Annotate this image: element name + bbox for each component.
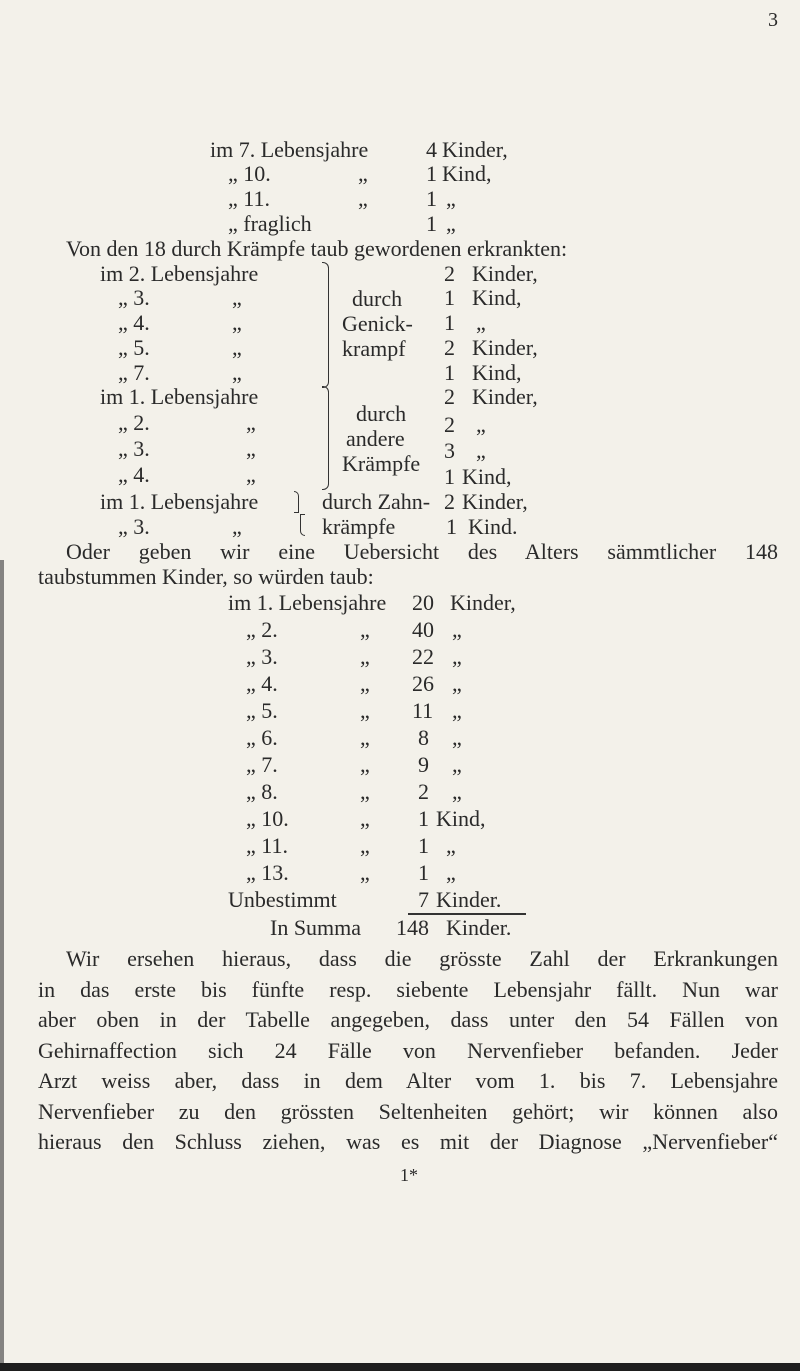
ditto-mark: „ bbox=[232, 335, 242, 360]
text-line: Gehirnaffection sich 24 Fälle von Nervenfieber befanden. Jeder bbox=[38, 1037, 778, 1063]
row-count: 1 bbox=[418, 860, 429, 885]
row-age: „ 6. bbox=[246, 725, 278, 750]
ditto-mark: „ bbox=[360, 725, 370, 750]
row-unit: „ bbox=[476, 412, 486, 437]
row-age: „ 2. bbox=[246, 617, 278, 642]
row-unit: „ bbox=[476, 310, 486, 335]
row-age: im 1. Lebensjahre bbox=[100, 489, 259, 514]
row-age: „ 7. bbox=[118, 360, 150, 385]
row-age: „ 4. bbox=[118, 462, 150, 487]
ditto-mark: „ bbox=[360, 779, 370, 804]
page-number: 3 bbox=[768, 9, 778, 31]
list-unit: „ bbox=[446, 211, 456, 236]
row-age: „ 3. bbox=[246, 644, 278, 669]
text-line: Wir ersehen hieraus, dass die grösste Zahl der Erkrankungen bbox=[66, 946, 778, 971]
summa-unit: Kinder. bbox=[446, 915, 512, 940]
row-count: 1 bbox=[444, 464, 455, 489]
cause-label: durch bbox=[356, 401, 407, 426]
row-age: „ 2. bbox=[118, 410, 150, 435]
row-count: 2 bbox=[444, 335, 455, 360]
row-unit: Kinder, bbox=[462, 489, 528, 514]
row-count: 2 bbox=[444, 489, 455, 514]
brace bbox=[322, 386, 329, 490]
row-unit: Kinder, bbox=[472, 261, 538, 286]
list-count: 4 bbox=[426, 137, 437, 162]
row-count: 2 bbox=[444, 261, 455, 286]
ditto-mark: „ bbox=[358, 161, 368, 186]
row-unit: Kinder, bbox=[450, 590, 516, 615]
scan-bottom-edge bbox=[0, 1363, 800, 1371]
row-age: „ 11. bbox=[246, 833, 288, 858]
row-unit: Kinder, bbox=[472, 384, 538, 409]
ditto-mark: „ bbox=[246, 462, 256, 487]
row-unit: „ bbox=[446, 833, 456, 858]
cause-label: durch Zahn- bbox=[322, 489, 431, 514]
list-count: 1 bbox=[426, 211, 437, 236]
row-unit: Kinder. bbox=[436, 887, 502, 912]
ditto-mark: „ bbox=[360, 698, 370, 723]
brace bbox=[322, 262, 329, 388]
row-unit: „ bbox=[452, 671, 462, 696]
cause-label: Genick- bbox=[342, 311, 413, 336]
row-unit: Kind, bbox=[472, 360, 522, 385]
row-unit: „ bbox=[452, 752, 462, 777]
ditto-mark: „ bbox=[360, 806, 370, 831]
intro-line: Von den 18 durch Krämpfe taub gewordenen erkrankten: bbox=[66, 236, 568, 261]
cause-label: Krämpfe bbox=[342, 451, 421, 476]
cause-label: durch bbox=[352, 286, 403, 311]
text-line: Nervenfieber zu den grössten Seltenheiten gehört; wir können also bbox=[38, 1098, 778, 1124]
brace bbox=[300, 514, 305, 536]
brace bbox=[294, 491, 299, 513]
cause-label: krampf bbox=[342, 336, 406, 361]
row-age: „ 13. bbox=[246, 860, 289, 885]
ditto-mark: „ bbox=[360, 617, 370, 642]
row-age: im 2. Lebensjahre bbox=[100, 261, 259, 286]
ditto-mark: „ bbox=[232, 310, 242, 335]
row-count: 9 bbox=[418, 752, 429, 777]
ditto-mark: „ bbox=[358, 186, 368, 211]
row-unit: Kinder, bbox=[472, 335, 538, 360]
list-unit: Kind, bbox=[442, 161, 492, 186]
row-age: „ 7. bbox=[246, 752, 278, 777]
ditto-mark: „ bbox=[232, 285, 242, 310]
row-unit: Kind, bbox=[472, 285, 522, 310]
ditto-mark: „ bbox=[360, 833, 370, 858]
cause-label: krämpfe bbox=[322, 514, 396, 539]
row-count: 8 bbox=[418, 725, 429, 750]
row-unit: „ bbox=[476, 438, 486, 463]
ditto-mark: „ bbox=[232, 514, 242, 539]
row-age: „ 3. bbox=[118, 514, 150, 539]
list-unit: Kinder, bbox=[442, 137, 508, 162]
ditto-mark: „ bbox=[246, 410, 256, 435]
overview-intro-line: taubstummen Kinder, so würden taub: bbox=[38, 564, 374, 589]
row-age: im 1. Lebensjahre bbox=[228, 590, 387, 615]
row-age: „ 3. bbox=[118, 436, 150, 461]
row-age: „ 8. bbox=[246, 779, 278, 804]
page-edge-shadow bbox=[0, 560, 4, 1363]
row-count: 1 bbox=[444, 310, 455, 335]
list-unit: „ bbox=[446, 186, 456, 211]
text-line: aber oben in der Tabelle angegeben, dass unter den 54 Fällen von bbox=[38, 1007, 778, 1032]
row-age: „ 10. bbox=[246, 806, 289, 831]
ditto-mark: „ bbox=[246, 436, 256, 461]
list-count: 1 bbox=[426, 161, 437, 186]
row-count: 2 bbox=[444, 384, 455, 409]
summa-count: 148 bbox=[396, 915, 429, 940]
row-unit: „ bbox=[446, 860, 456, 885]
row-unit: Kind, bbox=[462, 464, 512, 489]
row-unit: „ bbox=[452, 725, 462, 750]
row-age: Unbestimmt bbox=[228, 887, 337, 912]
text-line: hieraus den Schluss ziehen, was es mit der Diagnose „Nervenfieber“ bbox=[38, 1129, 778, 1154]
row-unit: „ bbox=[452, 779, 462, 804]
body-paragraph bbox=[38, 944, 778, 1158]
row-count: 3 bbox=[444, 438, 455, 463]
row-count: 2 bbox=[418, 779, 429, 804]
text-line: in das erste bis fünfte resp. siebente Lebensjahr fällt. Nun war bbox=[38, 976, 778, 1002]
list-count: 1 bbox=[426, 186, 437, 211]
row-count: 1 bbox=[418, 806, 429, 831]
overview-intro-line: Oder geben wir eine Uebersicht des Alters sämmtlicher 148 bbox=[66, 539, 778, 564]
row-count: 7 bbox=[418, 887, 429, 912]
row-age: „ 5. bbox=[118, 335, 150, 360]
ditto-mark: „ bbox=[360, 752, 370, 777]
row-unit: „ bbox=[452, 698, 462, 723]
ditto-mark: „ bbox=[232, 360, 242, 385]
row-count: 1 bbox=[418, 833, 429, 858]
list-age: „ fraglich bbox=[228, 211, 312, 236]
row-unit: „ bbox=[452, 617, 462, 642]
row-unit: Kind, bbox=[436, 806, 486, 831]
ditto-mark: „ bbox=[360, 671, 370, 696]
row-age: „ 4. bbox=[118, 310, 150, 335]
row-count: 11 bbox=[412, 698, 434, 723]
row-unit: „ bbox=[452, 644, 462, 669]
row-count: 1 bbox=[444, 285, 455, 310]
cause-label: andere bbox=[346, 426, 405, 451]
row-count: 20 bbox=[412, 590, 434, 615]
list-age: im 7. Lebensjahre bbox=[210, 137, 369, 162]
ditto-mark: „ bbox=[360, 860, 370, 885]
row-count: 26 bbox=[412, 671, 434, 696]
row-unit: Kind. bbox=[468, 514, 518, 539]
text-line: Arzt weiss aber, dass in dem Alter vom 1. bis 7. Lebensjahre bbox=[38, 1068, 778, 1093]
row-count: 1 bbox=[444, 360, 455, 385]
row-count: 22 bbox=[412, 644, 434, 669]
row-age: im 1. Lebensjahre bbox=[100, 384, 259, 409]
row-count: 2 bbox=[444, 412, 455, 437]
ditto-mark: „ bbox=[360, 644, 370, 669]
row-age: „ 4. bbox=[246, 671, 278, 696]
row-age: „ 5. bbox=[246, 698, 278, 723]
row-age: „ 3. bbox=[118, 285, 150, 310]
list-age: „ 10. bbox=[228, 161, 271, 186]
row-count: 40 bbox=[412, 617, 434, 642]
signature-mark: 1* bbox=[400, 1165, 418, 1185]
summa-label: In Summa bbox=[270, 915, 362, 940]
list-age: „ 11. bbox=[228, 186, 270, 211]
row-count: 1 bbox=[446, 514, 457, 539]
